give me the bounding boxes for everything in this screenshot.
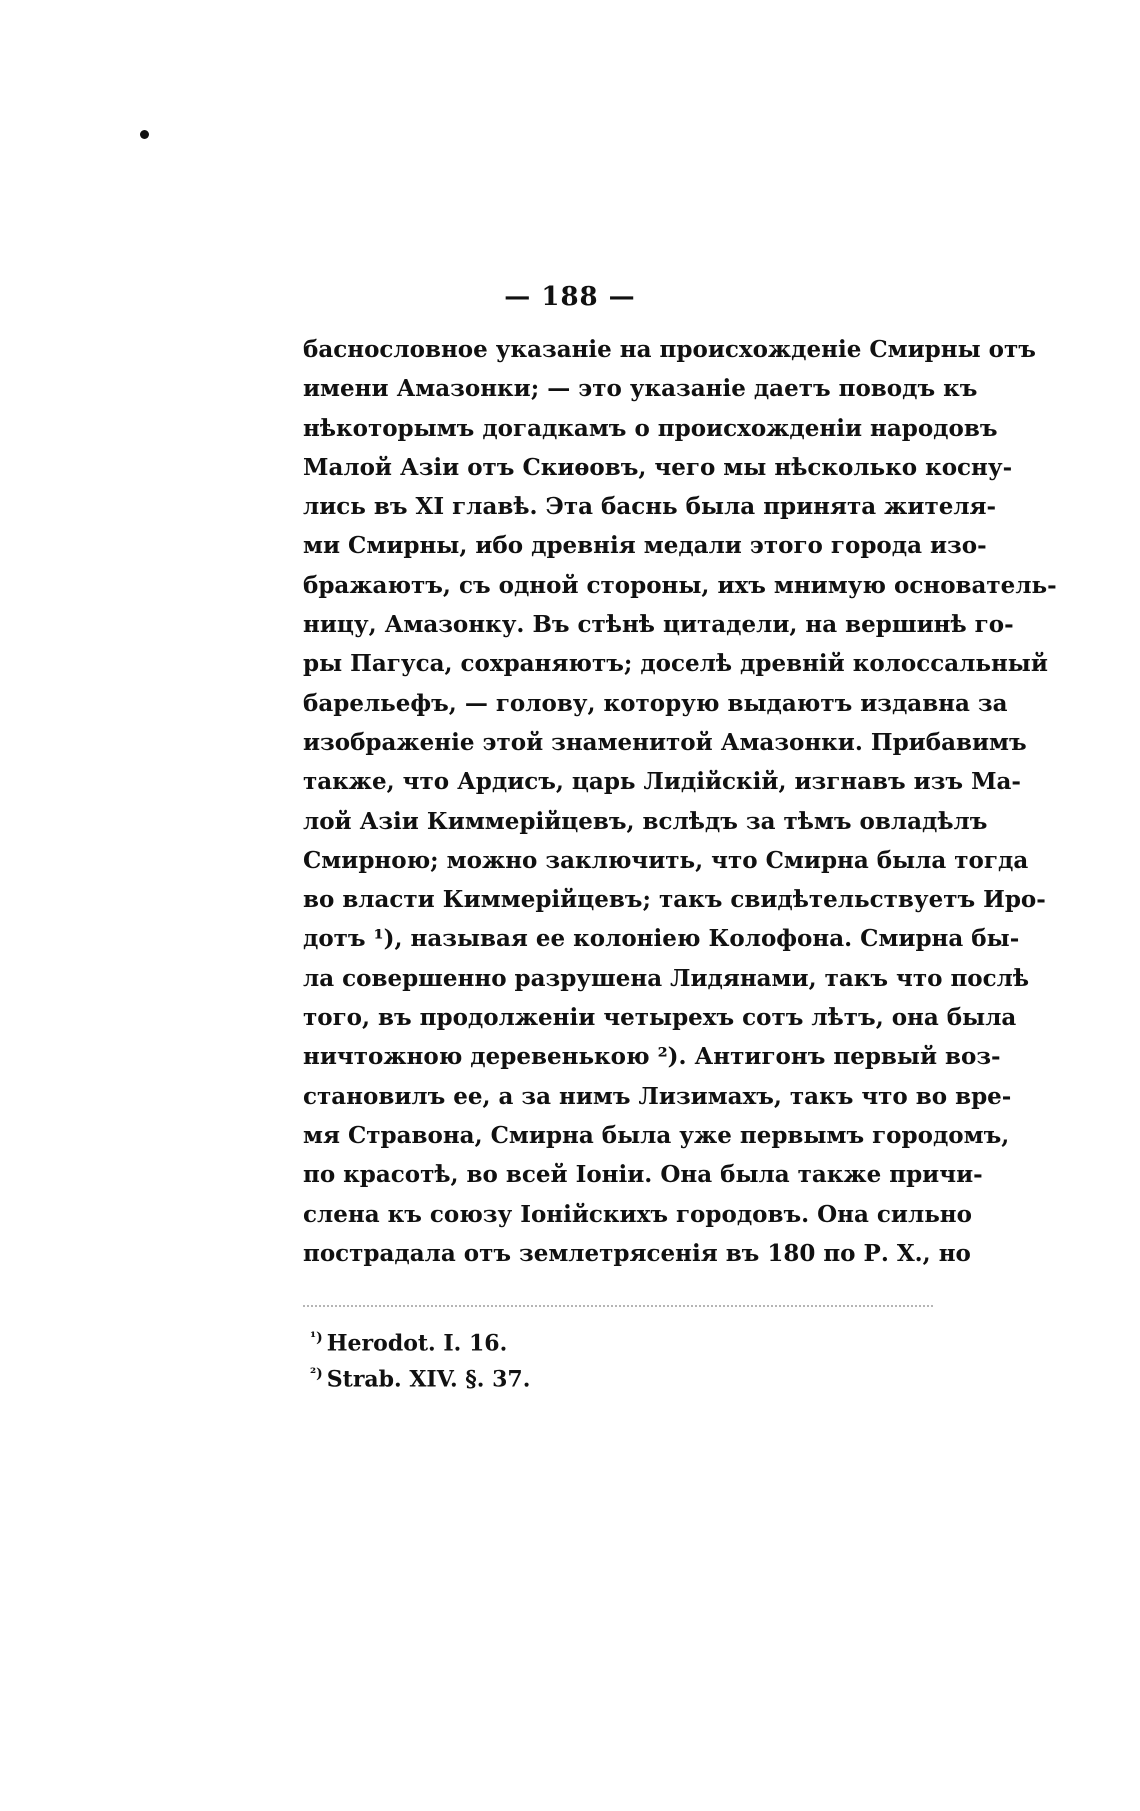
text-line: ницу, Амазонку. Въ стѣнѣ цитадели, на вершинѣ го-: [303, 611, 1014, 639]
margin-dot: [140, 130, 149, 139]
text-line: мя Стравона, Смирна была уже первымъ городомъ,: [303, 1121, 1010, 1149]
footnote-herodot: [310, 1320, 910, 1356]
footnote-mark: ²): [310, 1366, 323, 1382]
text-line: пострадала отъ землетрясенія въ 180 по Р. X., но: [303, 1239, 971, 1267]
text-line: дотъ ¹), называя ее колоніею Колофона. Смирна бы-: [303, 925, 1020, 953]
text-line: лись въ XI главѣ. Эта баснь была принята жителя-: [303, 493, 997, 521]
text-line: Малой Азіи отъ Скиѳовъ, чего мы нѣсколько косну-: [303, 453, 1013, 481]
text-line: барельефъ, — голову, которую выдаютъ издавна за: [303, 689, 1008, 717]
text-line: по красотѣ, во всей Іоніи. Она была также причи-: [303, 1161, 983, 1189]
text-line: становилъ ее, а за нимъ Лизимахъ, такъ что во вре-: [303, 1082, 1012, 1110]
footnote-text: Herodot. I. 16.: [326, 1330, 508, 1357]
page-number: — 188 —: [504, 282, 636, 312]
faded-bleed-through-line: [303, 1285, 933, 1307]
text-line: лой Азіи Киммерійцевъ, вслѣдъ за тѣмъ овладѣлъ: [303, 807, 988, 835]
text-line: имени Амазонки; — это указаніе даетъ поводъ къ: [303, 375, 978, 403]
text-line: баснословное указаніе на происхожденіе Смирны отъ: [303, 336, 1036, 363]
footnote-strabo: [310, 1356, 910, 1392]
footnote-text: Strab. XIV. §. 37.: [326, 1366, 531, 1393]
text-line: изображеніе этой знаменитой Амазонки. Прибавимъ: [303, 728, 1027, 756]
text-line: ми Смирны, ибо древнія медали этого города изо-: [303, 532, 987, 560]
text-line: нѣкоторымъ догадкамъ о происхожденіи народовъ: [303, 414, 998, 442]
text-line: слена къ союзу Іонійскихъ городовъ. Она сильно: [303, 1200, 972, 1228]
body-text: [303, 330, 1057, 1273]
footnote-mark: ¹): [310, 1330, 323, 1346]
text-line: ла совершенно разрушена Лидянами, такъ что послѣ: [303, 964, 1030, 992]
footnotes: [310, 1320, 910, 1392]
text-line: бражаютъ, съ одной стороны, ихъ мнимую основатель-: [303, 571, 1057, 599]
text-line: во власти Киммерійцевъ; такъ свидѣтельствуетъ Иро-: [303, 886, 1046, 914]
text-line: ничтожною деревенькою ²). Антигонъ первый воз-: [303, 1043, 1001, 1071]
text-line: также, что Ардисъ, царь Лидійскій, изгнавъ изъ Ма-: [303, 768, 1021, 796]
text-line: того, въ продолженіи четырехъ сотъ лѣтъ, она была: [303, 1004, 1017, 1032]
text-line: ры Пагуса, сохраняютъ; доселѣ древній колоссальный: [303, 650, 1048, 678]
text-line: Смирною; можно заключить, что Смирна была тогда: [303, 846, 1029, 874]
